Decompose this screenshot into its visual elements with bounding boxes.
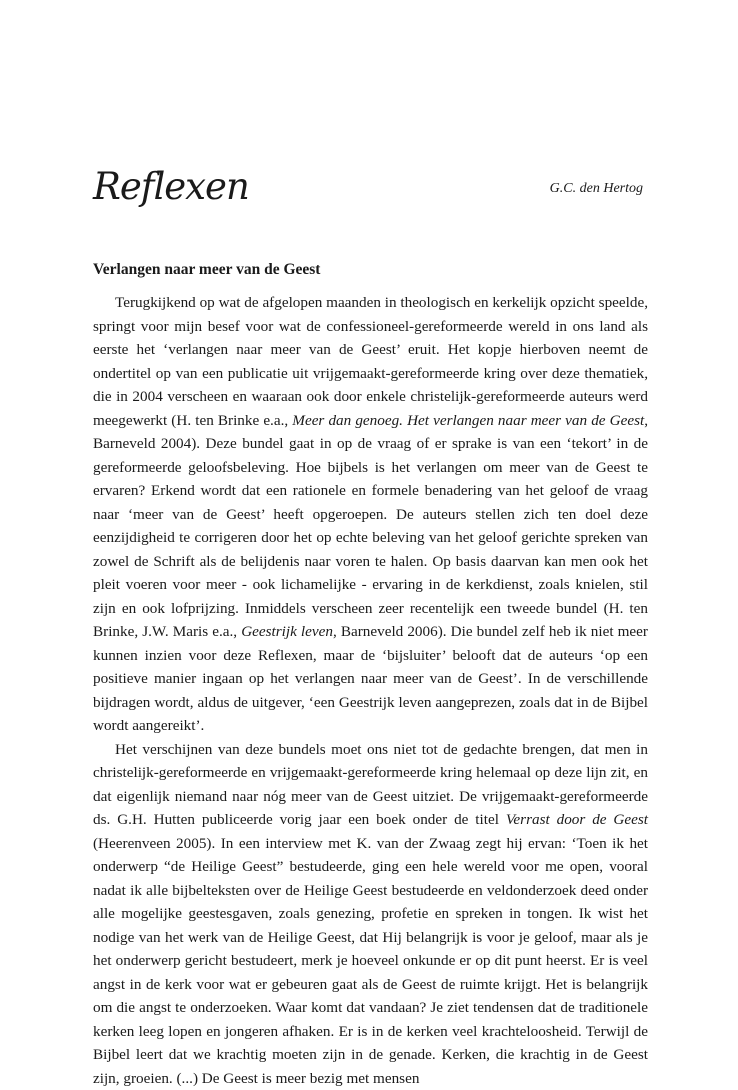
text-run: (Heerenveen 2005). In een interview met K. van der Zwaag zegt hij ervan: ‘Toen ik het onderwerp “de Heilige Geest” bestudeerde, ging een hele wereld voor me open, vooral nadat ik alle bijbelteksten over de Heilige Geest bestudeerde en veldonderzoek deed onder alle mogelijke geestesgaven, zoals genezing, profetie en spreken in tongen. Ik wist het nodige van het werk van de Heilige Geest, dat Hij belangrijk is voor je geloof, maar als je het onderwerp gericht bestudeert, merk je hoeveel onkunde er op dit punt heerst. Er is veel angst in de kerk voor wat er gebeuren gaat als de Geest de ruimte krijgt. Het is belangrijk om die angst te onderzoeken. Waar komt dat vandaan? Je ziet tendensen dat de traditionele kerken leeg lopen en jongeren afhaken. Er is in de kerken veel krachteloosheid. Terwijl de Bijbel leert dat we krachtig moeten zijn in de genade. Kerken, die krachtig in de Geest zijn, groeien. (...) De Geest is meer bezig met mensen	[93, 835, 648, 1087]
paragraph	[93, 291, 648, 738]
text-run: Het verschijnen van deze bundels moet ons niet tot de gedachte brengen, dat men in christelijk-gereformeerde en vrijgemaakt-gereformeerde kring helemaal op deze lijn zit, en dat eigenlijk niemand naar nóg meer van de Geest uitziet. De vrijgemaakt-gereformeerde ds. G.H. Hutten publiceerde vorig jaar een boek onder de titel	[93, 741, 648, 829]
text-run: Terugkijkend op wat de afgelopen maanden in theologisch en kerkelijk opzicht speelde, springt voor mijn besef voor wat de confessioneel-gereformeerde wereld in ons land als eerste het ‘verlangen naar meer van de Geest’ eruit. Het kopje hierboven neemt de ondertitel op van een publicatie uit vrijgemaakt-gereformeerde kring over deze thematiek, die in 2004 verscheen en waaraan ook door enkele christelijk-gereformeerde auteurs werd meegewerkt (H. ten Brinke e.a.,	[93, 294, 648, 429]
text-run: , Barneveld 2004). Deze bundel gaat in op de vraag of er sprake is van een ‘tekort’ in de gereformeerde geloofsbeleving. Hoe bijbels is het verlangen om meer van de Geest te ervaren? Erkend wordt dat een rationele en formele benadering van het geloof de vraag naar ‘meer van de Geest’ heeft opgeroepen. De auteurs stellen zich ten doel deze eenzijdigheid te corrigeren door het op echte beleving van het geloof gerichte spreken van zowel de Schrift als de belijdenis naar voren te halen. Op basis daarvan kan men ook het pleit voeren voor meer - ook lichamelijke - ervaring in de kerkdienst, zoals knielen, stil zijn en ook lofprijzing. Inmiddels verscheen zeer recentelijk een tweede bundel (H. ten Brinke, J.W. Maris e.a.,	[93, 412, 648, 641]
article-heading: Verlangen naar meer van de Geest	[93, 260, 320, 280]
section-title: Reflexen	[93, 164, 249, 210]
italic-title: Meer dan genoeg. Het verlangen naar meer van de Geest	[292, 412, 644, 429]
italic-title: Geestrijk leven	[241, 623, 333, 640]
italic-title: Verrast door de Geest	[506, 811, 648, 828]
page-header	[93, 164, 643, 214]
article-body	[93, 291, 648, 1090]
text-run: , Barneveld 2006). Die bundel zelf heb ik niet meer kunnen inzien voor deze Reflexen, maar de ‘bijsluiter’ belooft dat de auteurs ‘op een positieve manier ingaan op het verlangen naar meer van de Geest’. In de verschillende bijdragen wordt, aldus de uitgever, ‘een Geestrijk leven aangeprezen, zoals dat in de Bijbel wordt aangereikt’.	[93, 623, 648, 734]
author-name: G.C. den Hertog	[550, 180, 643, 198]
paragraph	[93, 738, 648, 1090]
